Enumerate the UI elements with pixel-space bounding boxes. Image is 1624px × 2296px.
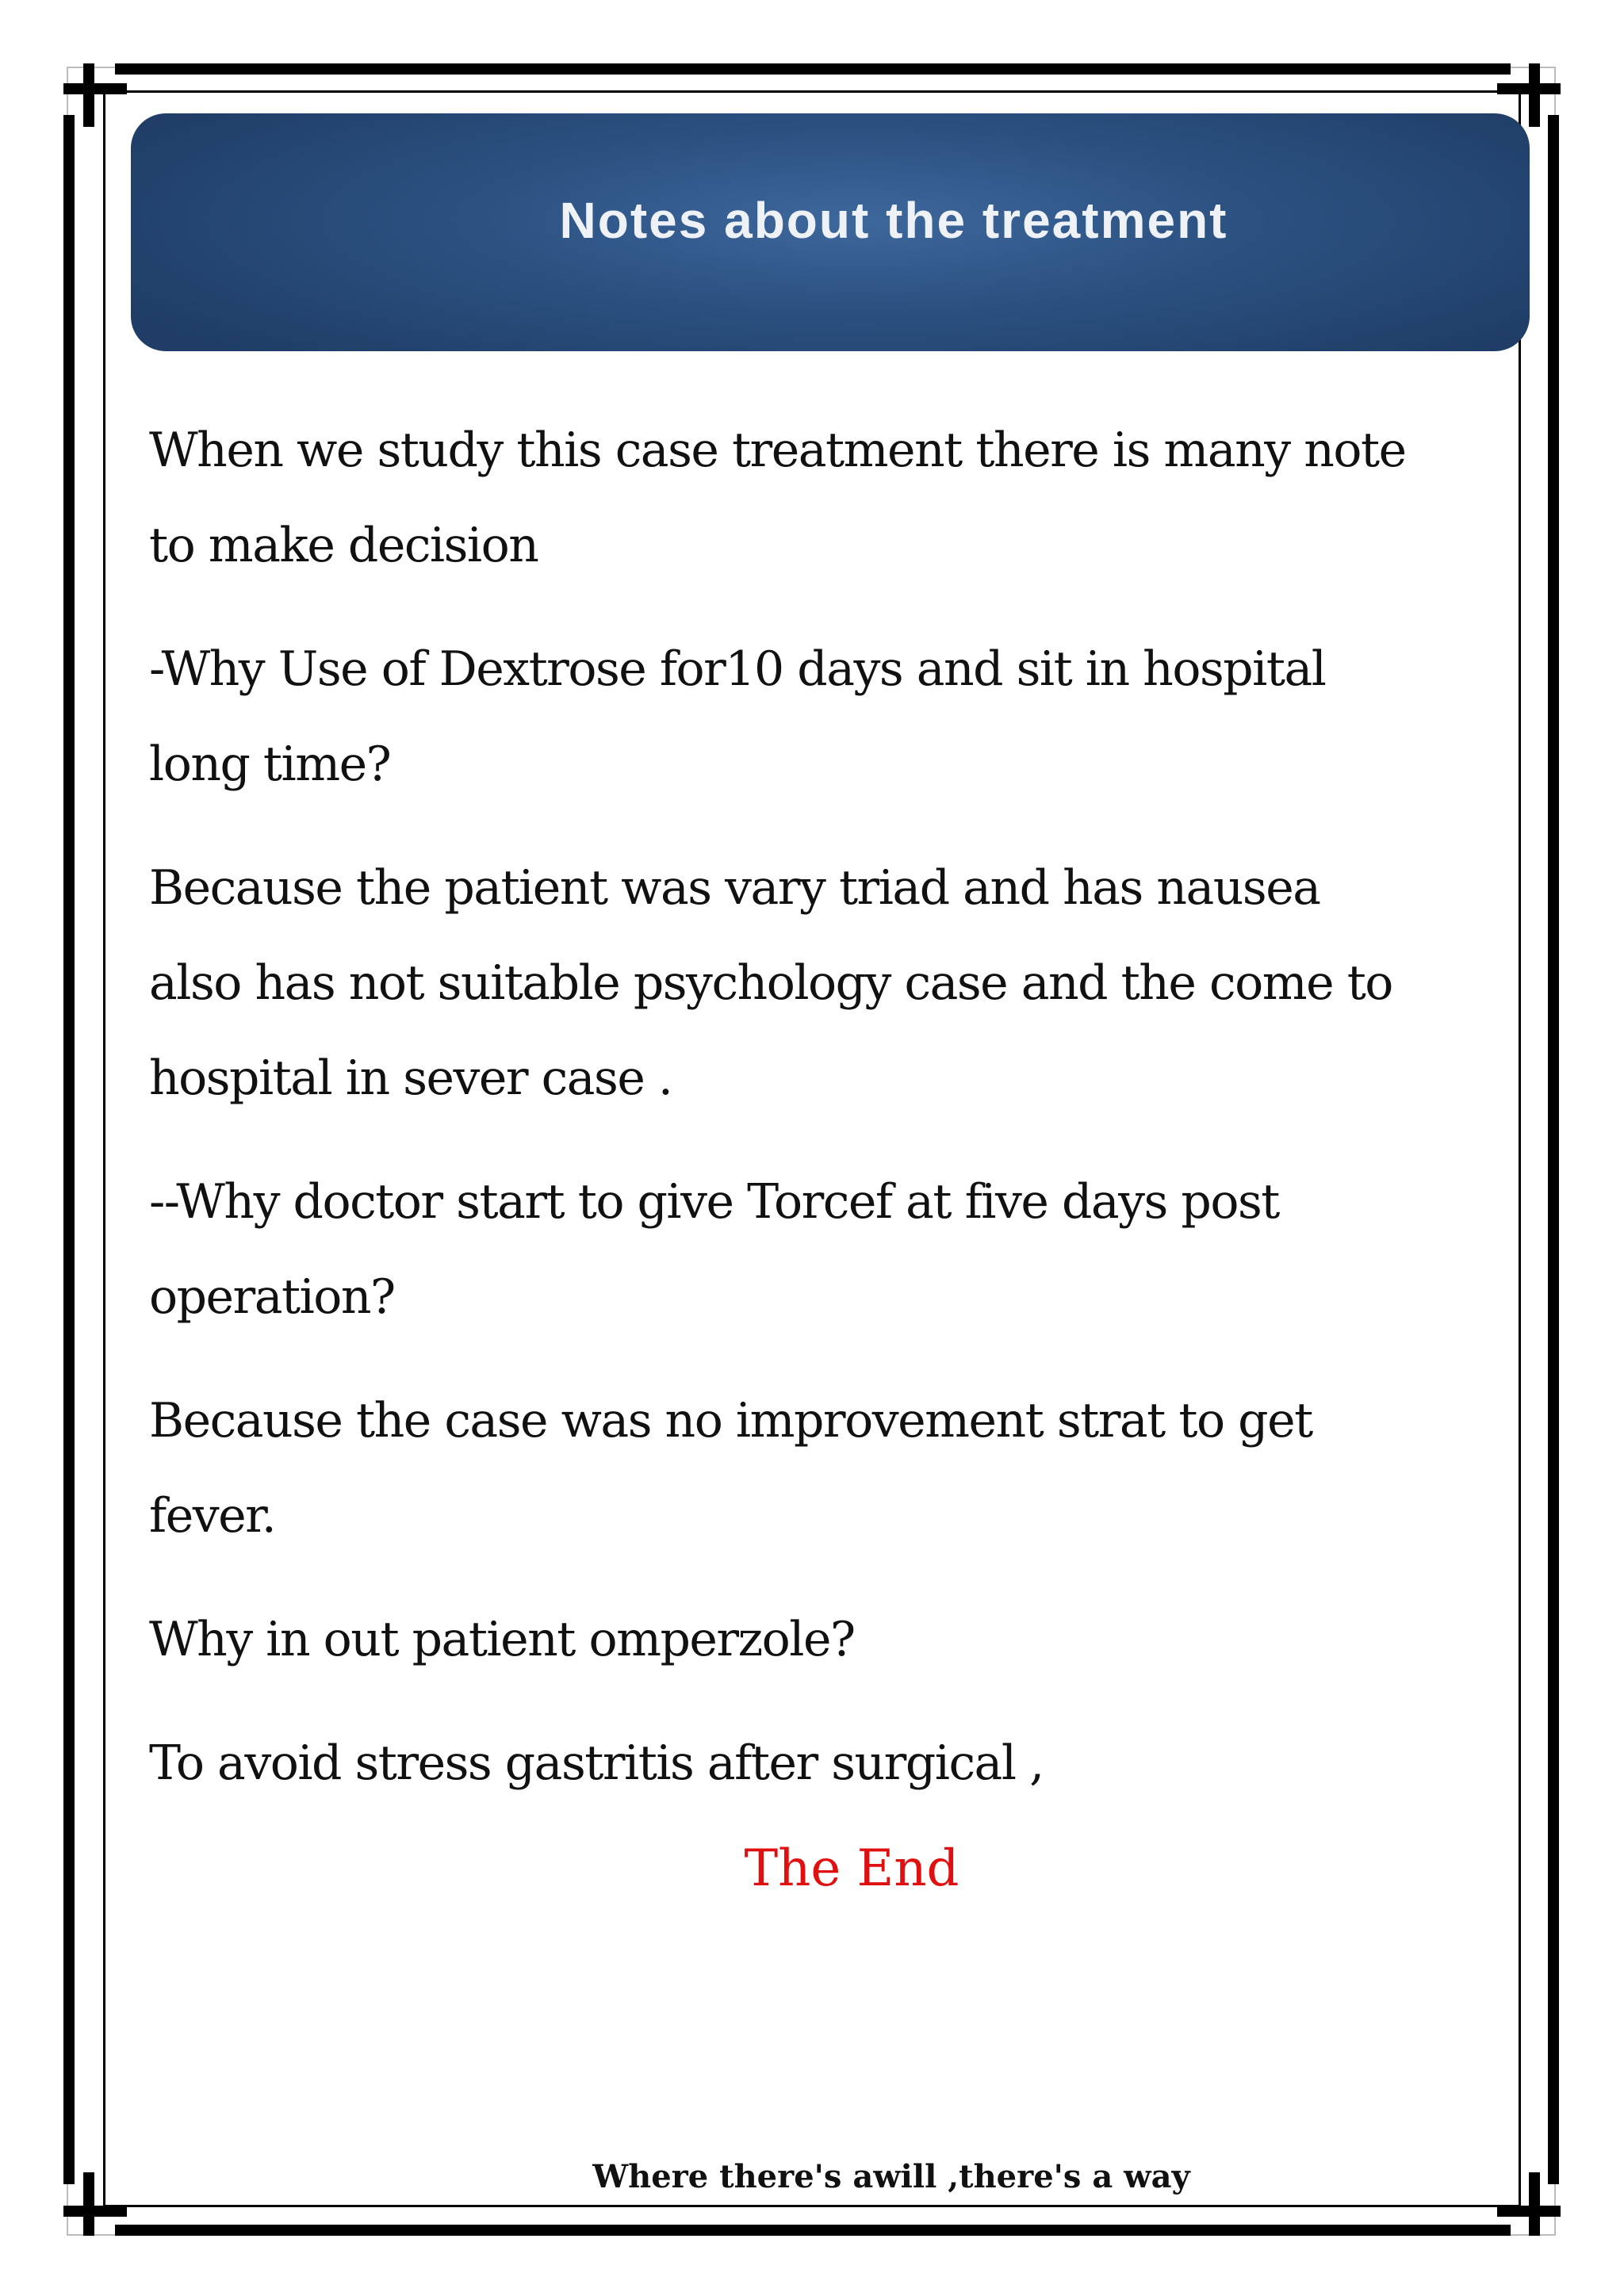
- question-torcef: --Why doctor start to give Torcef at five days post operation?: [149, 1174, 1279, 1325]
- answer-torcef: Because the case was no improvement strat to get fever.: [149, 1393, 1312, 1544]
- footer-quote: Where there's awill ,there's a way: [592, 2158, 1190, 2195]
- question-omeprazole: Why in out patient omperzole?: [149, 1612, 855, 1667]
- page-title: Notes about the treatment: [559, 192, 1228, 249]
- answer-dextrose: Because the patient was vary triad and has nausea also has not suitable psychology case and the come to hospital in sever case .: [149, 860, 1392, 1106]
- answer-omeprazole: To avoid stress gastritis after surgical ,: [149, 1735, 1044, 1791]
- header-banner: [131, 113, 1530, 351]
- corner-tr-v: [1529, 63, 1540, 127]
- paragraph-intro: When we study this case treatment there is many note to make decision: [149, 423, 1406, 573]
- corner-br-h: [1497, 2206, 1561, 2217]
- corner-bl-h: [63, 2206, 127, 2217]
- border-bottom-bar: [115, 2225, 1511, 2236]
- corner-tl-v: [83, 63, 94, 127]
- end-text: The End: [744, 1839, 959, 1898]
- question-dextrose: -Why Use of Dextrose for10 days and sit in hospital long time?: [149, 641, 1326, 792]
- document-body: [149, 403, 1418, 1839]
- border-top-bar: [115, 63, 1511, 75]
